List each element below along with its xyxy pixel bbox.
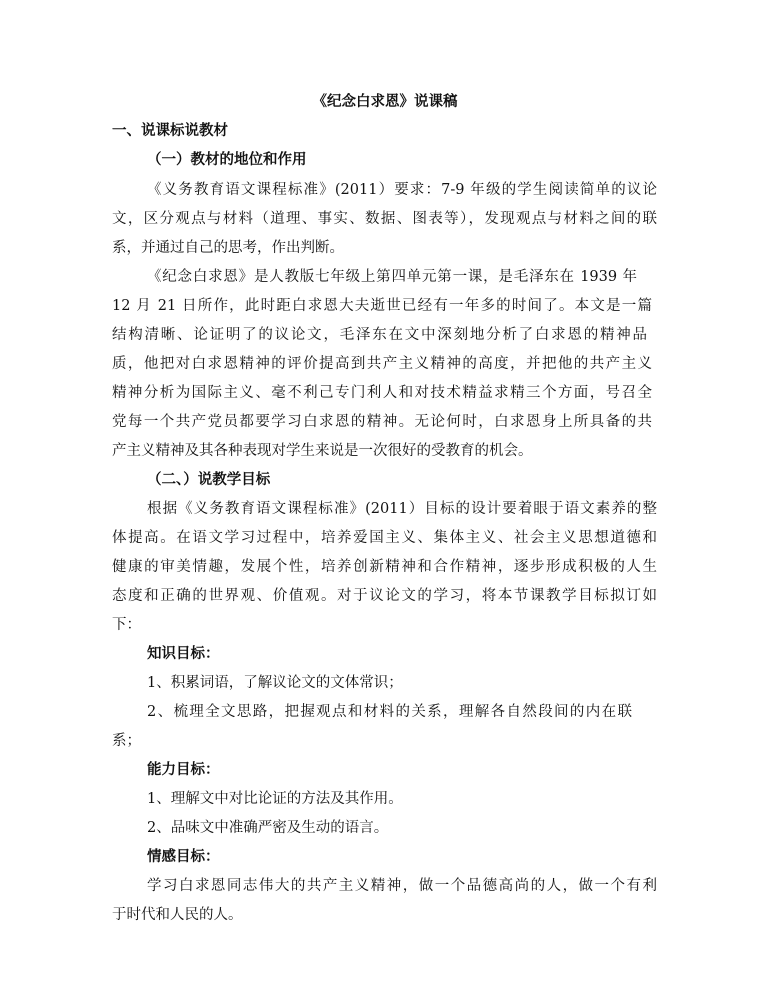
paragraph-line: 党每一个共产党员都要学习白求恩的精神。无论何时，白求恩身上所具备的共 (112, 414, 652, 430)
paragraph-line: 《纪念白求恩》是人教版七年级上第四单元第一课，是毛泽东在 1939 年 (147, 269, 637, 285)
paragraph-line: 12 月 21 日所作，此时距白求恩大夫逝世已经有一年多的时间了。本文是一篇 (112, 298, 652, 314)
paragraph-line: 精神分析为国际主义、毫不利己专门利人和对技术精益求精三个方面，号召全 (112, 385, 652, 401)
knowledge-goal-item: 1、积累词语，了解议论文的文体常识； (147, 675, 403, 691)
paragraph-line: 健康的审美情趣，发展个性，培养创新精神和合作精神，逐步形成积极的人生 (112, 559, 657, 575)
paragraph-line: 态度和正确的世界观、价值观。对于议论文的学习，将本节课教学目标拟订如 (112, 588, 657, 604)
paragraph-line: 结构清晰、论证明了的议论文，毛泽东在文中深刻地分析了白求恩的精神品 (112, 327, 647, 343)
knowledge-goals-heading: 知识目标： (147, 646, 220, 662)
paragraph-line: 于时代和人民的人。 (112, 907, 243, 923)
ability-goal-item: 2、品味文中准确严密及生动的语言。 (147, 820, 389, 836)
paragraph-line: 学习白求恩同志伟大的共产主义精神，做一个品德高尚的人，做一个有利 (147, 878, 657, 894)
subsection-heading: （二、）说教学目标 (147, 472, 271, 488)
paragraph-line: 《义务教育语文课程标准》(2011）要求：7-9 年级的学生阅读简单的议论 (147, 182, 657, 198)
paragraph-line: 产主义精神及其各种表现对学生来说是一次很好的受教育的机会。 (112, 443, 533, 459)
section-heading: 一、说课标说教材 (112, 123, 228, 139)
ability-goal-item: 1、理解文中对比论证的方法及其作用。 (147, 791, 403, 807)
paragraph-line: 根据《义务教育语文课程标准》(2011）目标的设计要着眼于语文素养的整 (147, 501, 657, 517)
paragraph-line: 质，他把对白求恩精神的评价提高到共产主义精神的高度，并把他的共产主义 (112, 356, 652, 372)
subsection-heading: （一）教材的地位和作用 (147, 152, 307, 168)
knowledge-goal-item: 2、梳理全文思路，把握观点和材料的关系，理解各自然段间的内在联 (147, 704, 632, 720)
knowledge-goal-item: 系； (112, 733, 141, 749)
ability-goals-heading: 能力目标： (147, 762, 220, 778)
paragraph-line: 系，并通过自己的思考，作出判断。 (112, 240, 344, 256)
paragraph-line: 体提高。在语文学习过程中，培养爱国主义、集体主义、社会主义思想道德和 (112, 530, 657, 546)
emotion-goals-heading: 情感目标： (147, 849, 220, 865)
page-title: 《纪念白求恩》说课稿 (312, 94, 458, 110)
paragraph-line: 下： (112, 617, 141, 633)
paragraph-line: 文，区分观点与材料（道理、事实、数据、图表等），发现观点与材料之间的联 (112, 211, 657, 227)
